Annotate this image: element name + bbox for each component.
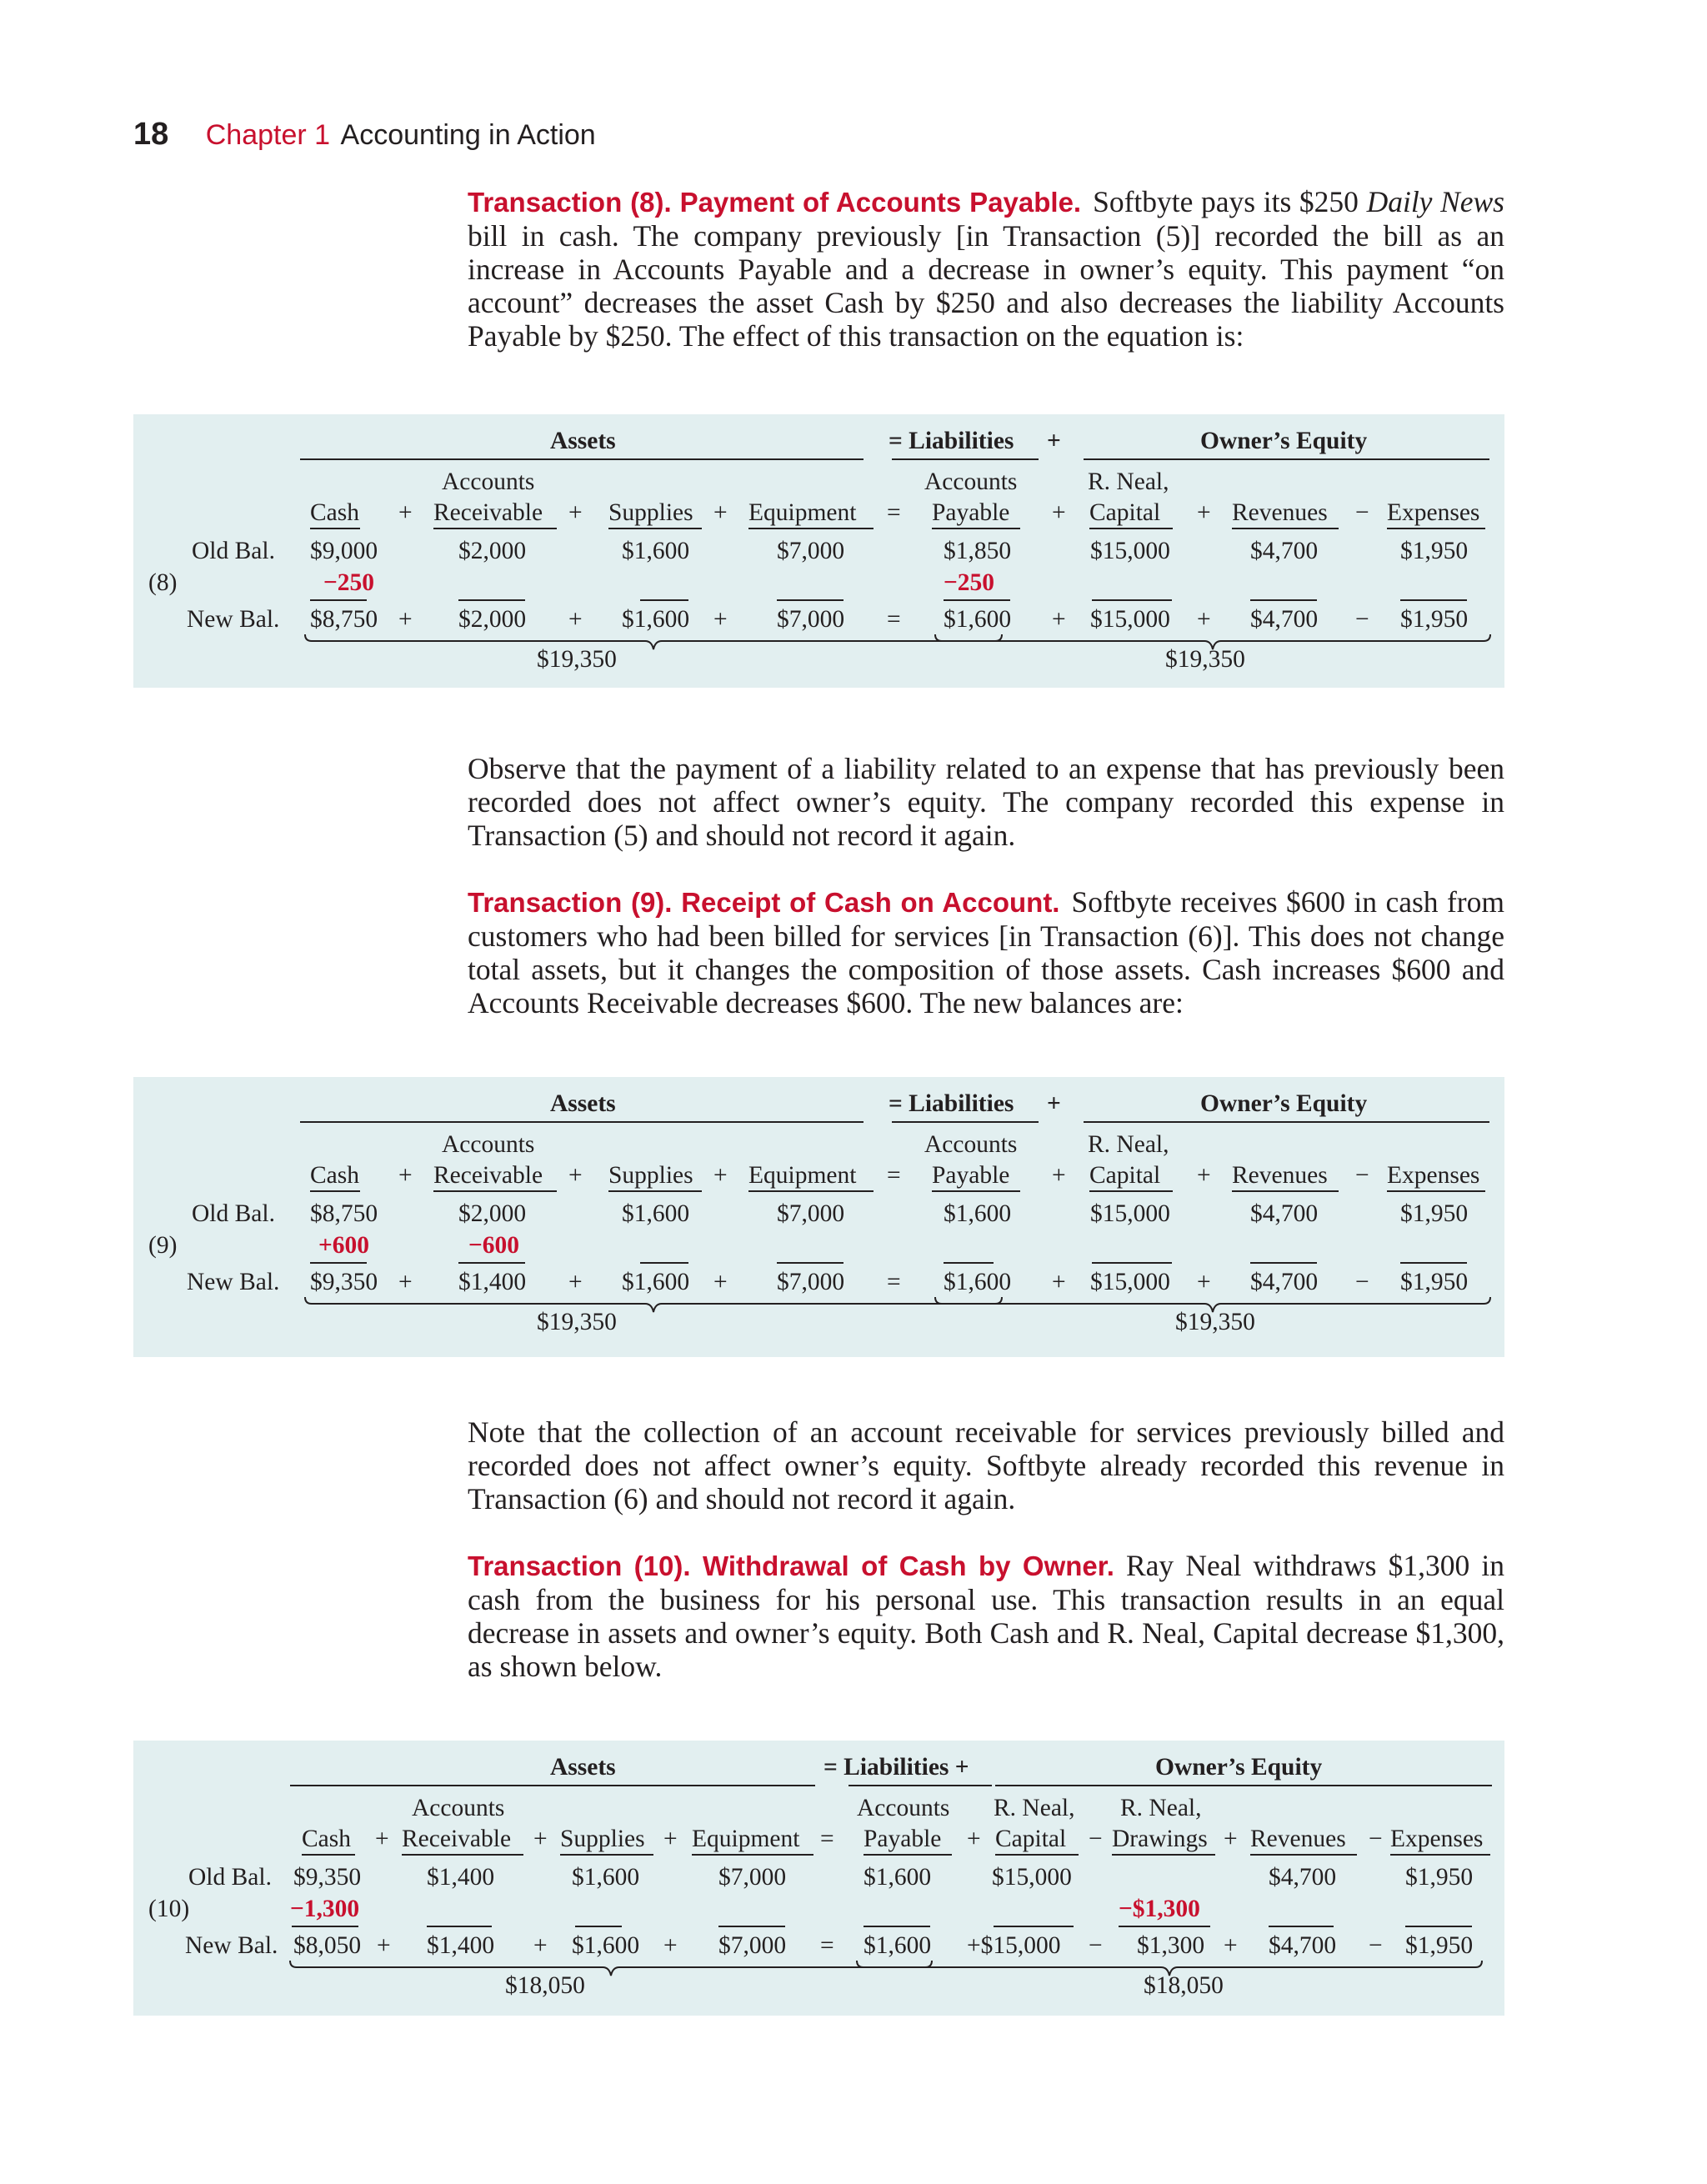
sum-rule xyxy=(1250,1262,1317,1264)
accounts-receivable-change: −600 xyxy=(468,1232,520,1259)
minus-sign: − xyxy=(1089,1826,1103,1852)
column-rule xyxy=(1390,1854,1490,1856)
transaction-10-heading: Transaction (10). Withdrawal of Cash by Owner. xyxy=(468,1550,1114,1581)
plus-sign: + xyxy=(1047,1090,1061,1117)
equals-sign: = xyxy=(887,606,901,633)
new-revenues: $4,700 xyxy=(1250,606,1319,633)
new-drawings: $1,300 xyxy=(1137,1932,1205,1959)
column-rule xyxy=(1387,528,1485,529)
plus-sign: + xyxy=(1052,606,1066,633)
receivable-header: Receivable xyxy=(433,1162,543,1189)
old-supplies: $1,600 xyxy=(572,1864,640,1891)
liabilities-rule xyxy=(892,1121,1039,1123)
accounts-label: Accounts xyxy=(924,468,1018,495)
new-accounts-payable: $1,600 xyxy=(864,1932,932,1959)
cash-change: +600 xyxy=(318,1232,370,1259)
plus-sign: + xyxy=(713,1269,728,1295)
new-capital: +$15,000 xyxy=(967,1932,1061,1959)
assets-brace xyxy=(303,633,1004,651)
column-rule xyxy=(1089,1190,1173,1192)
new-expenses: $1,950 xyxy=(1400,606,1469,633)
sum-rule xyxy=(864,1926,930,1927)
sum-rule xyxy=(458,599,525,601)
supplies-header: Supplies xyxy=(608,1162,693,1189)
rneal-label: R. Neal, xyxy=(1088,1131,1169,1158)
transaction-10-body: Ray Neal withdraws $1,300 in cash from the business for his personal use. This transaction results in an equal decrease in assets and owner’s equity. Both Cash and R. Neal, Capital decrease $1,300, as shown below. xyxy=(468,1549,1504,1683)
new-balance-label: New Bal. xyxy=(185,1932,278,1959)
transaction-9-heading: Transaction (9). Receipt of Cash on Account. xyxy=(468,887,1060,918)
accounts-payable-change: −250 xyxy=(944,569,995,596)
minus-sign: − xyxy=(1089,1932,1103,1959)
old-revenues: $4,700 xyxy=(1250,1200,1319,1227)
plus-sign: + xyxy=(568,1269,583,1295)
total-assets: $19,350 xyxy=(537,646,617,673)
equals-sign: = xyxy=(887,1162,901,1189)
cash-header: Cash xyxy=(302,1826,351,1852)
sum-rule xyxy=(718,1926,785,1927)
sum-rule xyxy=(575,1926,622,1927)
equipment-header: Equipment xyxy=(692,1826,800,1852)
plus-sign: + xyxy=(967,1826,981,1852)
column-rule xyxy=(748,1190,874,1192)
expenses-header: Expenses xyxy=(1387,499,1480,526)
old-expenses: $1,950 xyxy=(1400,538,1469,564)
plus-sign: + xyxy=(1052,1162,1066,1189)
new-revenues: $4,700 xyxy=(1250,1269,1319,1295)
accounts-label: Accounts xyxy=(412,1795,505,1821)
plus-sign: + xyxy=(568,499,583,526)
column-rule xyxy=(932,1190,1020,1192)
column-rule xyxy=(748,528,874,529)
cash-header: Cash xyxy=(310,499,359,526)
sum-rule xyxy=(310,599,367,601)
old-accounts-receivable: $1,400 xyxy=(427,1864,495,1891)
new-accounts-payable: $1,600 xyxy=(944,1269,1012,1295)
minus-sign: − xyxy=(1355,499,1369,526)
cash-change: −1,300 xyxy=(290,1896,360,1922)
new-equipment: $7,000 xyxy=(777,606,845,633)
assets-heading: Assets xyxy=(550,1754,616,1781)
new-balance-label: New Bal. xyxy=(187,1269,280,1295)
owners-equity-rule xyxy=(1084,1121,1489,1123)
transaction-10-paragraph xyxy=(468,1549,1504,1683)
revenues-header: Revenues xyxy=(1232,499,1328,526)
minus-sign: − xyxy=(1369,1932,1383,1959)
column-rule xyxy=(310,528,360,529)
receivable-header: Receivable xyxy=(433,499,543,526)
column-rule xyxy=(302,1854,355,1856)
transaction-9-note: Note that the collection of an account receivable for services previously billed and recorded does not affect owner’s equity. Softbyte already recorded this revenue in Transaction (6) and should not record it again. xyxy=(468,1415,1504,1515)
liabilities-heading: = Liabilities xyxy=(889,1090,1014,1117)
new-balance-label: New Bal. xyxy=(187,606,280,633)
column-rule xyxy=(402,1854,523,1856)
plus-sign: + xyxy=(398,606,413,633)
equals-sign: = xyxy=(820,1932,834,1959)
plus-sign: + xyxy=(1197,499,1211,526)
plus-sign: + xyxy=(713,1162,728,1189)
column-rule xyxy=(864,1854,952,1856)
equation-table-8 xyxy=(133,414,1504,688)
owners-equity-rule xyxy=(1084,458,1489,460)
plus-sign: + xyxy=(398,499,413,526)
new-cash: $8,750 xyxy=(310,606,378,633)
new-equipment: $7,000 xyxy=(718,1932,787,1959)
old-cash: $8,750 xyxy=(310,1200,378,1227)
total-liabilities-equity: $19,350 xyxy=(1175,1309,1255,1335)
sum-rule xyxy=(994,1926,1074,1927)
cash-change: −250 xyxy=(323,569,375,596)
chapter-label: Chapter 1 xyxy=(205,119,331,151)
equipment-header: Equipment xyxy=(748,499,857,526)
old-balance-label: Old Bal. xyxy=(192,1200,275,1227)
transaction-9-paragraph xyxy=(468,885,1504,1019)
transaction-9-body: Softbyte receives $600 in cash from customers who had been billed for services [in Transaction (6)]. This does not change total assets, but it changes the composition of those assets. Cash increases $600 and Accounts Receivable decreases $600. The new balances are: xyxy=(468,885,1504,1019)
plus-sign: + xyxy=(377,1932,391,1959)
page-number: 18 xyxy=(133,117,169,152)
old-cash: $9,350 xyxy=(293,1864,362,1891)
old-balance-label: Old Bal. xyxy=(188,1864,272,1891)
assets-rule xyxy=(290,1785,815,1786)
sum-rule xyxy=(944,1262,994,1264)
old-supplies: $1,600 xyxy=(622,1200,690,1227)
old-equipment: $7,000 xyxy=(777,538,845,564)
plus-sign: + xyxy=(713,606,728,633)
liabilities-heading: = Liabilities + xyxy=(823,1754,969,1781)
new-cash: $8,050 xyxy=(293,1932,362,1959)
column-rule xyxy=(560,1854,653,1856)
assets-rule xyxy=(300,458,864,460)
sum-rule xyxy=(1119,1926,1210,1927)
new-accounts-receivable: $2,000 xyxy=(458,606,527,633)
plus-sign: + xyxy=(533,1826,548,1852)
sum-rule xyxy=(1400,1262,1467,1264)
payable-header: Payable xyxy=(932,499,1010,526)
new-supplies: $1,600 xyxy=(622,1269,690,1295)
transaction-8-note: Observe that the payment of a liability related to an expense that has previously been recorded does not affect owner’s equity. The company recorded this expense in Transaction (5) and should not record it again. xyxy=(468,752,1504,852)
column-rule xyxy=(1112,1854,1215,1856)
new-equipment: $7,000 xyxy=(777,1269,845,1295)
transaction-label: (10) xyxy=(148,1896,190,1922)
payable-header: Payable xyxy=(932,1162,1010,1189)
old-capital: $15,000 xyxy=(1090,538,1170,564)
new-capital: $15,000 xyxy=(1090,606,1170,633)
sum-rule xyxy=(1092,1262,1172,1264)
new-supplies: $1,600 xyxy=(572,1932,640,1959)
accounts-label: Accounts xyxy=(442,1131,535,1158)
old-capital: $15,000 xyxy=(992,1864,1072,1891)
column-rule xyxy=(433,528,557,529)
plus-sign: + xyxy=(375,1826,389,1852)
equation-table-10 xyxy=(133,1741,1504,2016)
payable-header: Payable xyxy=(864,1826,942,1852)
plus-sign: + xyxy=(663,1932,678,1959)
column-rule xyxy=(692,1854,813,1856)
capital-header: Capital xyxy=(1089,1162,1161,1189)
new-expenses: $1,950 xyxy=(1405,1932,1474,1959)
sum-rule xyxy=(1092,599,1172,601)
column-rule xyxy=(310,1190,360,1192)
sum-rule xyxy=(310,1262,367,1264)
transaction-8-body-b: bill in cash. The company previously [in Transaction (5)] recorded the bill as an increase in Accounts Payable and a decrease in owner’s equity. This payment “on account” decreases the asset Cash by $250 and also decreases the liability Accounts Payable by $250. The effect of this transaction on the equation is: xyxy=(468,219,1504,353)
old-accounts-receivable: $2,000 xyxy=(458,538,527,564)
plus-sign: + xyxy=(1197,606,1211,633)
sum-rule xyxy=(1269,1926,1334,1927)
column-rule xyxy=(1250,1854,1357,1856)
accounts-label: Accounts xyxy=(442,468,535,495)
cash-header: Cash xyxy=(310,1162,359,1189)
sum-rule xyxy=(1400,599,1467,601)
old-supplies: $1,600 xyxy=(622,538,690,564)
plus-sign: + xyxy=(398,1162,413,1189)
capital-header: Capital xyxy=(1089,499,1161,526)
transaction-label: (8) xyxy=(148,569,178,596)
liabilities-rule xyxy=(848,1785,992,1786)
new-capital: $15,000 xyxy=(1090,1269,1170,1295)
old-balance-label: Old Bal. xyxy=(192,538,275,564)
expenses-header: Expenses xyxy=(1387,1162,1480,1189)
plus-sign: + xyxy=(1197,1162,1211,1189)
rneal-label: R. Neal, xyxy=(994,1795,1075,1821)
rneal-label: R. Neal, xyxy=(1088,468,1169,495)
minus-sign: − xyxy=(1369,1826,1383,1852)
sum-rule xyxy=(640,1262,688,1264)
supplies-header: Supplies xyxy=(560,1826,645,1852)
plus-sign: + xyxy=(663,1826,678,1852)
assets-rule xyxy=(300,1121,864,1123)
plus-sign: + xyxy=(1047,428,1061,454)
sum-rule xyxy=(640,599,688,601)
accounts-label: Accounts xyxy=(924,1131,1018,1158)
new-expenses: $1,950 xyxy=(1400,1269,1469,1295)
column-rule xyxy=(1089,528,1173,529)
column-rule xyxy=(932,528,1020,529)
old-expenses: $1,950 xyxy=(1400,1200,1469,1227)
plus-sign: + xyxy=(1052,1269,1066,1295)
accounts-label: Accounts xyxy=(857,1795,950,1821)
old-revenues: $4,700 xyxy=(1250,538,1319,564)
column-rule xyxy=(433,1190,557,1192)
receivable-header: Receivable xyxy=(402,1826,512,1852)
total-liabilities-equity: $18,050 xyxy=(1144,1972,1224,1999)
expenses-header: Expenses xyxy=(1390,1826,1484,1852)
assets-brace xyxy=(288,1959,934,1977)
column-rule xyxy=(608,528,702,529)
transaction-label: (9) xyxy=(148,1232,178,1259)
owners-equity-heading: Owner’s Equity xyxy=(1155,1754,1323,1781)
owners-equity-heading: Owner’s Equity xyxy=(1200,1090,1368,1117)
minus-sign: − xyxy=(1355,606,1369,633)
assets-heading: Assets xyxy=(550,1090,616,1117)
sum-rule xyxy=(1405,1926,1472,1927)
transaction-8-body-italic: Daily News xyxy=(1366,185,1504,218)
plus-sign: + xyxy=(533,1932,548,1959)
equals-sign: = xyxy=(887,1269,901,1295)
plus-sign: + xyxy=(1052,499,1066,526)
equipment-header: Equipment xyxy=(748,1162,857,1189)
sum-rule xyxy=(1250,599,1317,601)
old-equipment: $7,000 xyxy=(777,1200,845,1227)
plus-sign: + xyxy=(568,606,583,633)
total-liabilities-equity: $19,350 xyxy=(1165,646,1245,673)
plus-sign: + xyxy=(568,1162,583,1189)
old-accounts-payable: $1,600 xyxy=(864,1864,932,1891)
sum-rule xyxy=(777,599,843,601)
old-accounts-payable: $1,600 xyxy=(944,1200,1012,1227)
sum-rule xyxy=(427,1926,492,1927)
liabilities-rule xyxy=(892,458,1039,460)
transaction-8-body-a: Softbyte pays its $250 xyxy=(1093,185,1359,218)
owners-equity-rule xyxy=(995,1785,1492,1786)
assets-heading: Assets xyxy=(550,428,616,454)
total-assets: $19,350 xyxy=(537,1309,617,1335)
old-accounts-payable: $1,850 xyxy=(944,538,1012,564)
new-revenues: $4,700 xyxy=(1269,1932,1337,1959)
minus-sign: − xyxy=(1355,1269,1369,1295)
chapter-title: Accounting in Action xyxy=(340,119,596,151)
old-expenses: $1,950 xyxy=(1405,1864,1474,1891)
sum-rule xyxy=(777,1262,843,1264)
old-equipment: $7,000 xyxy=(718,1864,787,1891)
drawings-header: Drawings xyxy=(1112,1826,1208,1852)
new-accounts-receivable: $1,400 xyxy=(427,1932,495,1959)
column-rule xyxy=(995,1854,1079,1856)
supplies-header: Supplies xyxy=(608,499,693,526)
drawings-change: −$1,300 xyxy=(1119,1896,1200,1922)
minus-sign: − xyxy=(1355,1162,1369,1189)
liabilities-heading: = Liabilities xyxy=(889,428,1014,454)
new-accounts-payable: $1,600 xyxy=(944,606,1012,633)
transaction-8-heading: Transaction (8). Payment of Accounts Payable. xyxy=(468,187,1082,218)
equation-table-9 xyxy=(133,1077,1504,1357)
sum-rule xyxy=(944,599,1010,601)
new-cash: $9,350 xyxy=(310,1269,378,1295)
old-cash: $9,000 xyxy=(310,538,378,564)
sum-rule xyxy=(458,1262,525,1264)
new-accounts-receivable: $1,400 xyxy=(458,1269,527,1295)
revenues-header: Revenues xyxy=(1232,1162,1328,1189)
old-revenues: $4,700 xyxy=(1269,1864,1337,1891)
sum-rule xyxy=(292,1926,358,1927)
equals-sign: = xyxy=(887,499,901,526)
equals-sign: = xyxy=(820,1826,834,1852)
old-accounts-receivable: $2,000 xyxy=(458,1200,527,1227)
column-rule xyxy=(1232,528,1339,529)
total-assets: $18,050 xyxy=(505,1972,585,1999)
plus-sign: + xyxy=(1224,1826,1238,1852)
page-header xyxy=(133,117,596,158)
plus-sign: + xyxy=(713,499,728,526)
column-rule xyxy=(1387,1190,1485,1192)
transaction-8-paragraph xyxy=(468,185,1504,353)
column-rule xyxy=(608,1190,702,1192)
old-capital: $15,000 xyxy=(1090,1200,1170,1227)
rneal-label: R. Neal, xyxy=(1120,1795,1202,1821)
owners-equity-heading: Owner’s Equity xyxy=(1200,428,1368,454)
plus-sign: + xyxy=(1224,1932,1238,1959)
plus-sign: + xyxy=(1197,1269,1211,1295)
capital-header: Capital xyxy=(995,1826,1067,1852)
assets-brace xyxy=(303,1295,1004,1314)
column-rule xyxy=(1232,1190,1339,1192)
revenues-header: Revenues xyxy=(1250,1826,1346,1852)
new-supplies: $1,600 xyxy=(622,606,690,633)
plus-sign: + xyxy=(398,1269,413,1295)
